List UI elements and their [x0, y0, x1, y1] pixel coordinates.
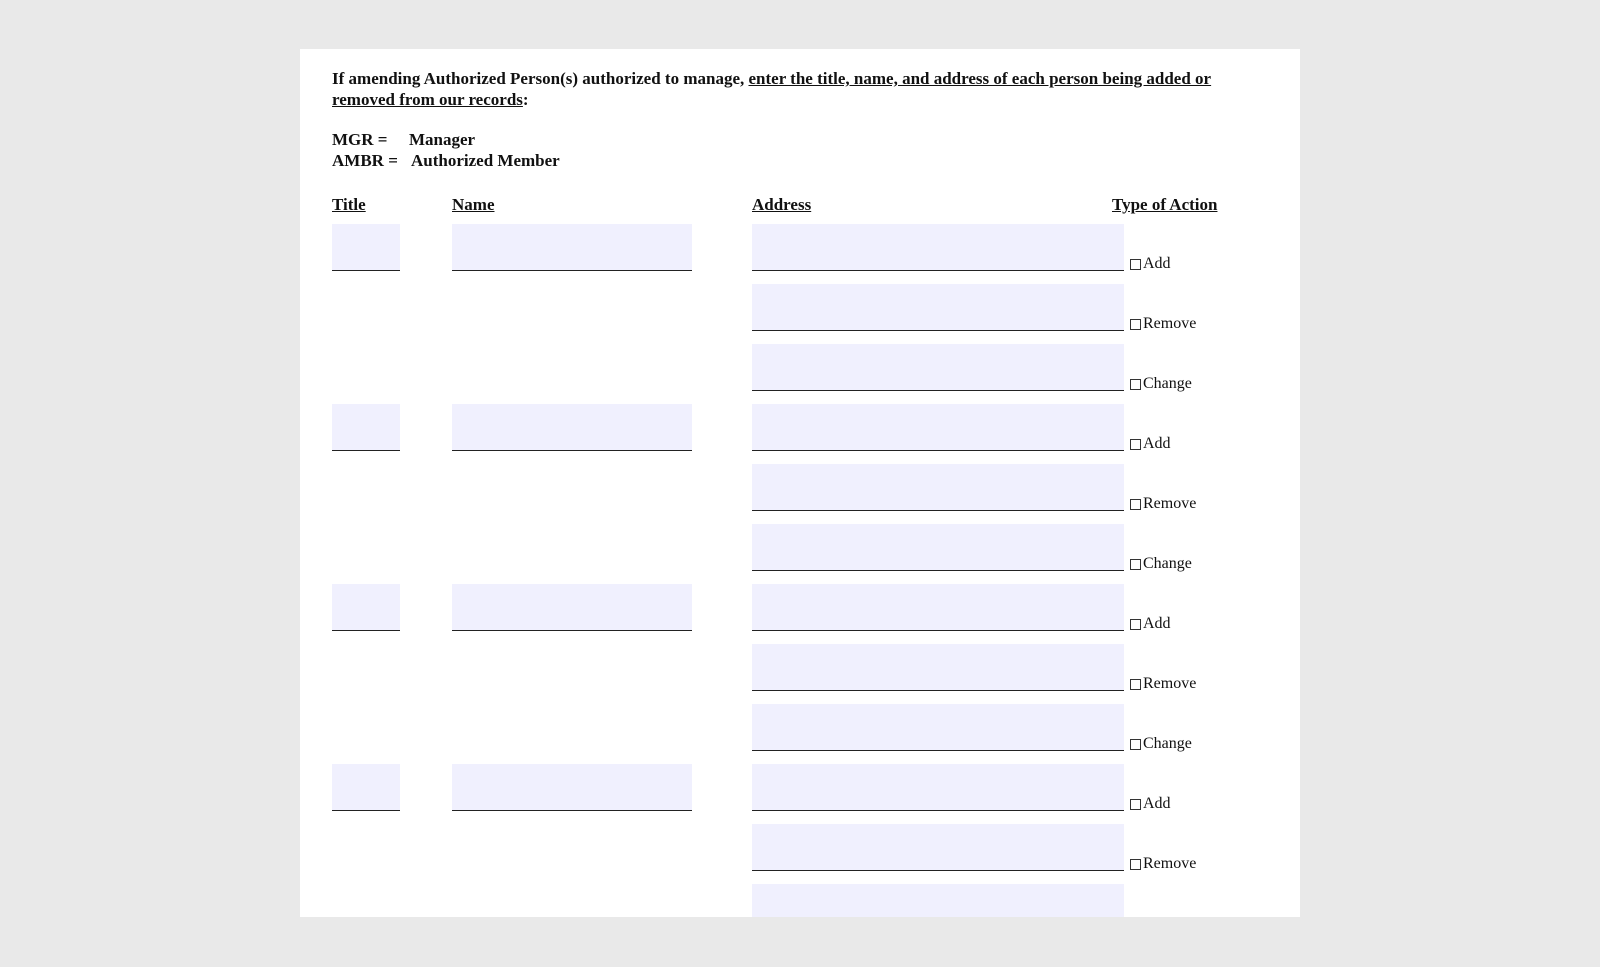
- remove-checkbox-3[interactable]: [1130, 674, 1196, 694]
- checkbox-icon: [1130, 499, 1141, 510]
- address-field-1-line-3[interactable]: [752, 344, 1124, 391]
- address-field-3-line-3[interactable]: [752, 704, 1124, 751]
- remove-label: Remove: [1143, 855, 1197, 872]
- checkbox-icon: [1130, 619, 1141, 630]
- add-label: Add: [1143, 615, 1171, 632]
- title-field-3[interactable]: [332, 584, 400, 631]
- intro-underlined-text: enter the title, name, and address of each person being added or removed from our records: [332, 69, 1212, 109]
- address-field-3-line-1[interactable]: [752, 584, 1124, 631]
- intro-text: If amending Authorized Person(s) authorized to manage,: [332, 69, 749, 88]
- change-checkbox-3[interactable]: [1130, 734, 1192, 754]
- checkbox-icon: [1130, 379, 1141, 390]
- title-field-2[interactable]: [332, 404, 400, 451]
- remove-label: Remove: [1143, 315, 1197, 332]
- checkbox-icon: [1130, 739, 1141, 750]
- legend-abbr-ambr: AMBR =: [332, 151, 398, 170]
- address-field-4-line-3[interactable]: [752, 884, 1124, 917]
- checkbox-icon: [1130, 439, 1141, 450]
- add-label: Add: [1143, 255, 1171, 272]
- checkbox-icon: [1130, 559, 1141, 570]
- legend-meaning-ambr: Authorized Member: [411, 151, 560, 170]
- remove-label: Remove: [1143, 495, 1197, 512]
- checkbox-icon: [1130, 259, 1141, 270]
- remove-label: Remove: [1143, 675, 1197, 692]
- change-label: Change: [1143, 375, 1192, 392]
- remove-checkbox-4[interactable]: [1130, 854, 1196, 874]
- name-field-1[interactable]: [452, 224, 692, 271]
- address-field-4-line-1[interactable]: [752, 764, 1124, 811]
- add-checkbox-1[interactable]: [1130, 254, 1171, 274]
- checkbox-icon: [1130, 319, 1141, 330]
- column-header-name: Name: [452, 195, 495, 214]
- column-header-address: Address: [752, 195, 812, 214]
- intro-colon: :: [522, 90, 529, 109]
- remove-checkbox-1[interactable]: [1130, 314, 1196, 334]
- change-checkbox-1[interactable]: [1130, 374, 1192, 394]
- change-label: Change: [1143, 555, 1192, 572]
- address-field-2-line-2[interactable]: [752, 464, 1124, 511]
- column-header-title: Title: [332, 195, 366, 214]
- add-checkbox-2[interactable]: [1130, 434, 1171, 454]
- add-label: Add: [1143, 795, 1171, 812]
- name-field-3[interactable]: [452, 584, 692, 631]
- add-label: Add: [1143, 435, 1171, 452]
- title-field-1[interactable]: [332, 224, 400, 271]
- add-checkbox-3[interactable]: [1130, 614, 1171, 634]
- add-checkbox-4[interactable]: [1130, 794, 1171, 814]
- legend-meaning-mgr: Manager: [409, 130, 476, 149]
- intro-instructions: [332, 68, 1262, 110]
- address-field-2-line-3[interactable]: [752, 524, 1124, 571]
- legend-ambr: [332, 150, 560, 171]
- name-field-4[interactable]: [452, 764, 692, 811]
- legend-mgr: [332, 129, 476, 150]
- title-field-4[interactable]: [332, 764, 400, 811]
- remove-checkbox-2[interactable]: [1130, 494, 1196, 514]
- change-checkbox-2[interactable]: [1130, 554, 1192, 574]
- checkbox-icon: [1130, 799, 1141, 810]
- address-field-4-line-2[interactable]: [752, 824, 1124, 871]
- legend-abbr-mgr: MGR =: [332, 130, 388, 149]
- address-field-3-line-2[interactable]: [752, 644, 1124, 691]
- name-field-2[interactable]: [452, 404, 692, 451]
- checkbox-icon: [1130, 859, 1141, 870]
- address-field-1-line-2[interactable]: [752, 284, 1124, 331]
- form-page: [300, 49, 1300, 917]
- change-label: Change: [1143, 735, 1192, 752]
- address-field-2-line-1[interactable]: [752, 404, 1124, 451]
- address-field-1-line-1[interactable]: [752, 224, 1124, 271]
- column-header-action: Type of Action: [1112, 195, 1218, 214]
- checkbox-icon: [1130, 679, 1141, 690]
